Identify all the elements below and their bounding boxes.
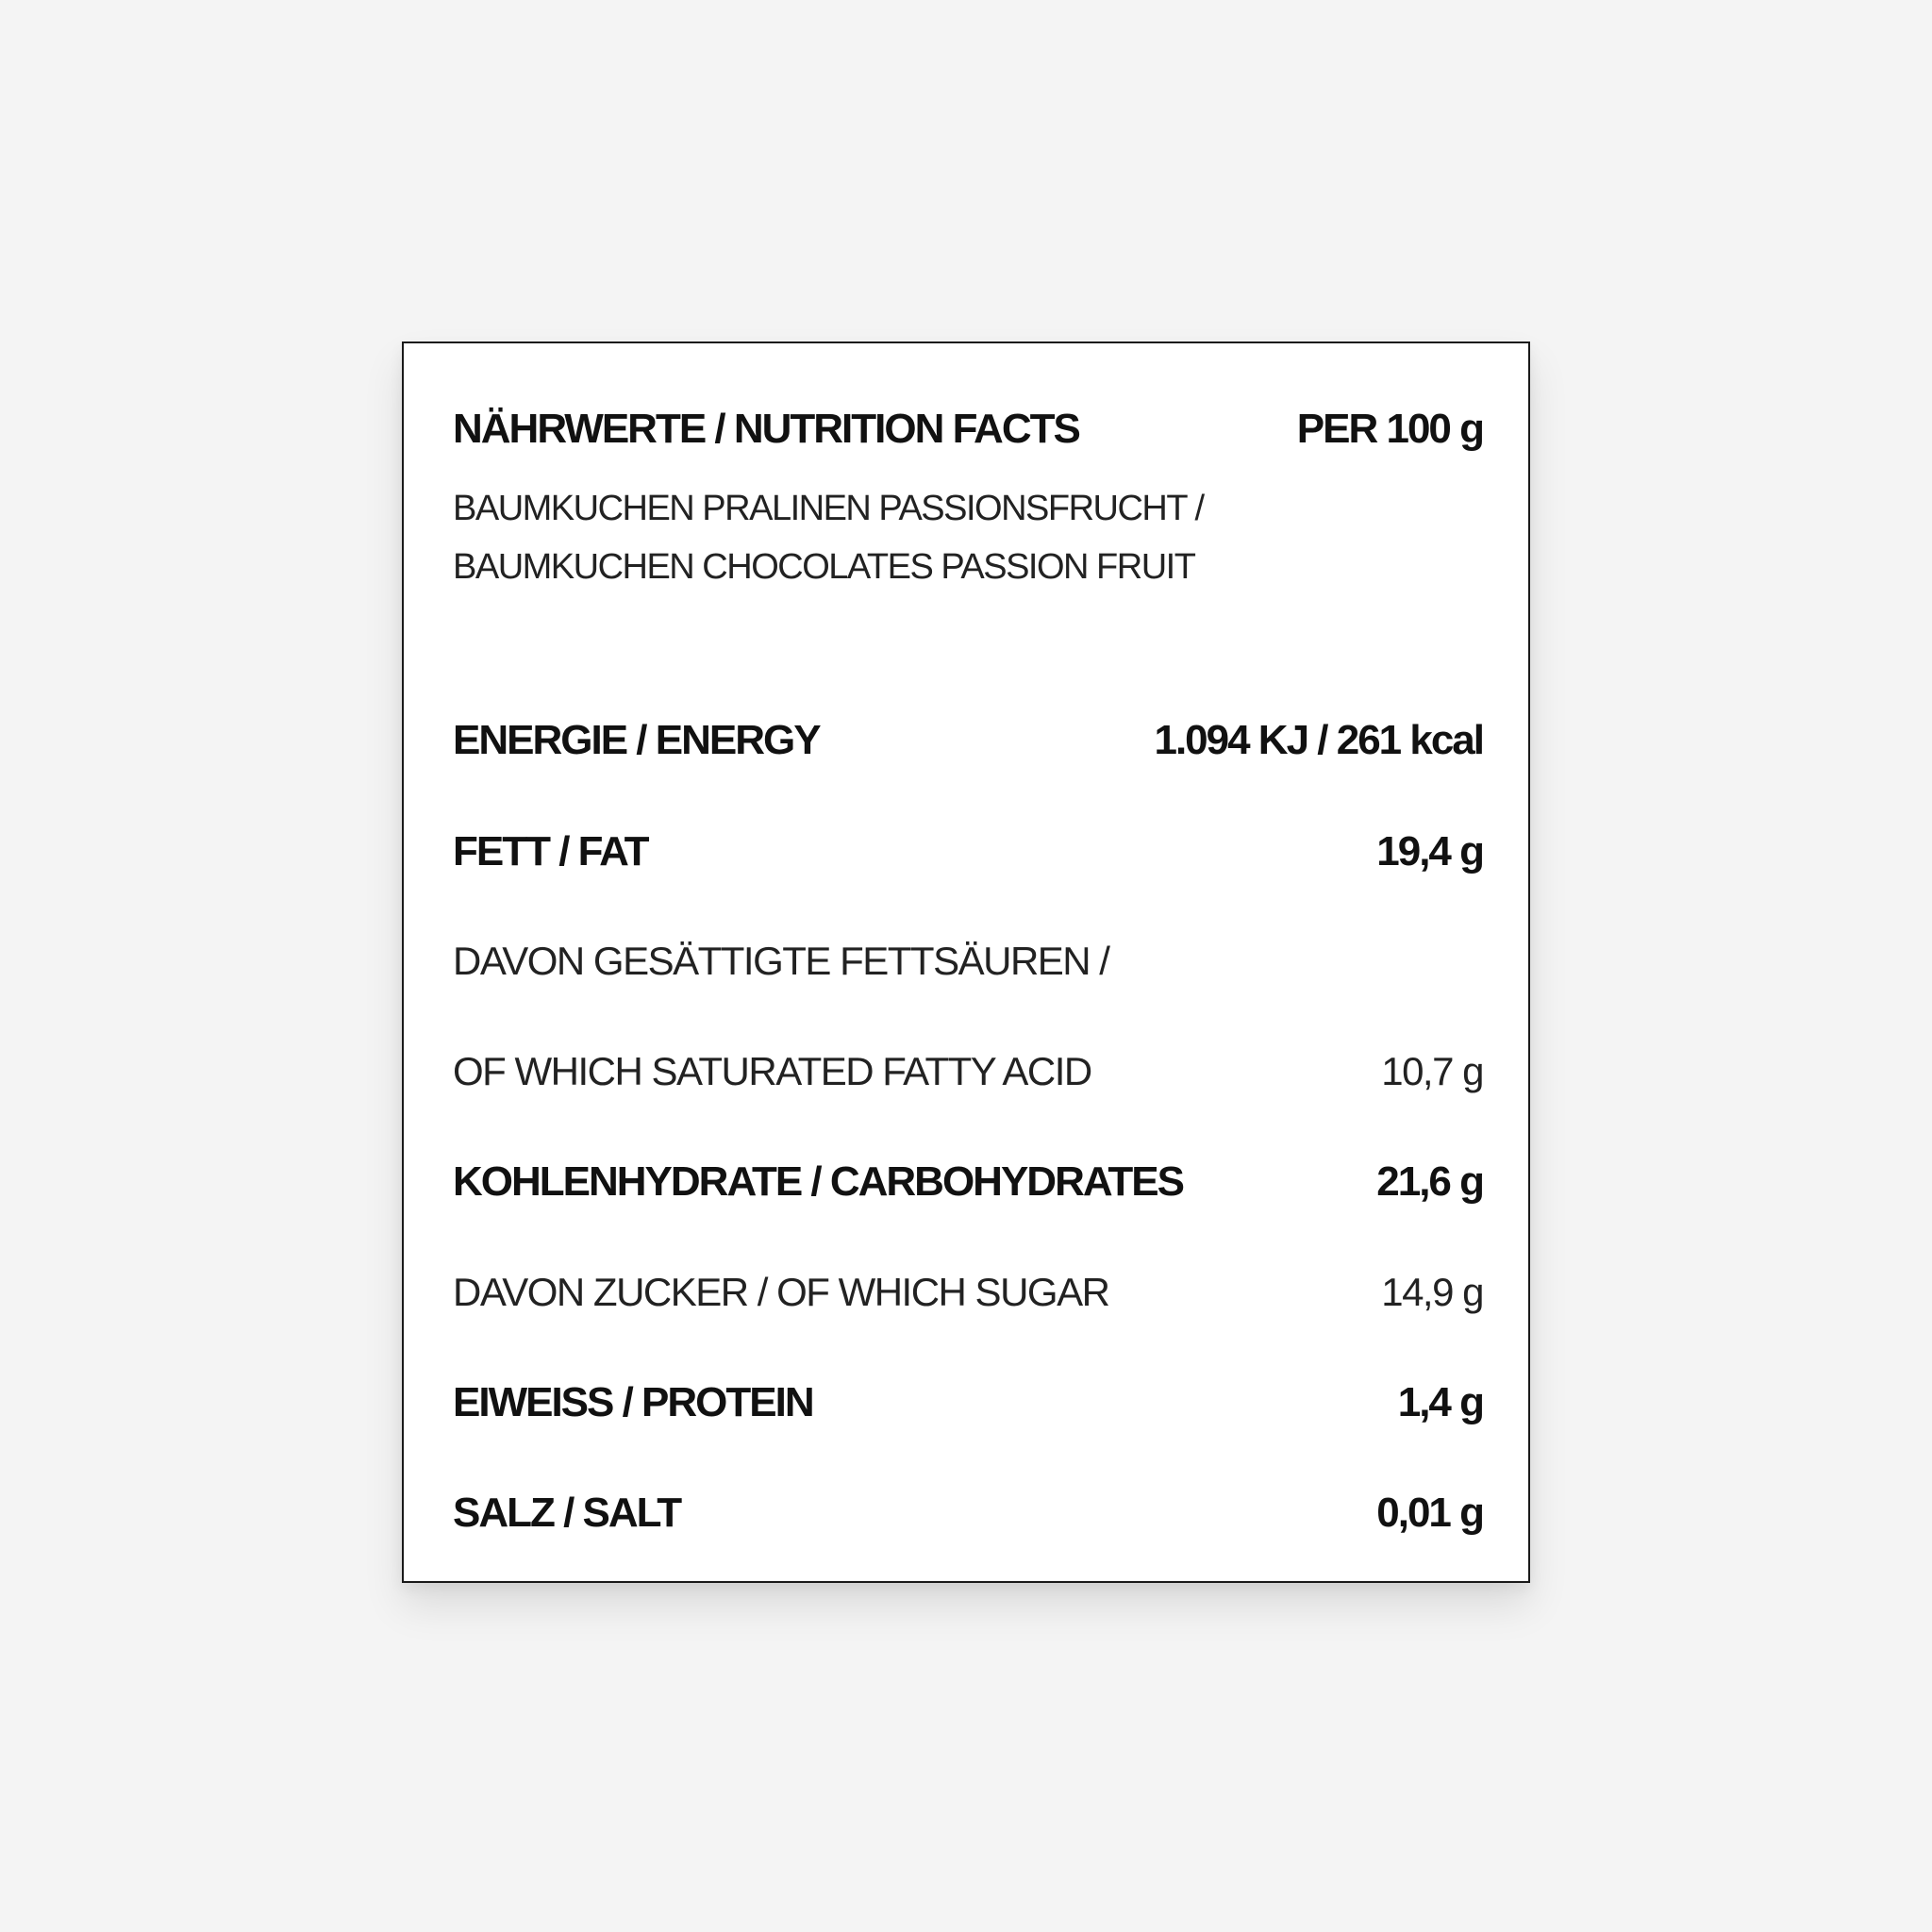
product-name-line-1: BAUMKUCHEN PRALINEN PASSIONSFRUCHT / — [453, 489, 1204, 528]
product-name — [453, 479, 1302, 596]
row-label: FETT / FAT — [453, 828, 648, 874]
row-label: DAVON GESÄTTIGTE FETTSÄUREN / — [453, 939, 1109, 983]
row-value: 14,9 g — [1381, 1270, 1483, 1314]
row-energy — [453, 708, 1483, 774]
product-name-line-2: BAUMKUCHEN CHOCOLATES PASSION FRUIT — [453, 547, 1195, 587]
row-protein — [453, 1370, 1483, 1436]
nutrition-title: NÄHRWERTE / NUTRITION FACTS — [453, 406, 1079, 452]
row-value: 1.094 KJ / 261 kcal — [1154, 717, 1483, 763]
row-saturated-en — [453, 1039, 1483, 1105]
row-sugar — [453, 1259, 1483, 1325]
row-label: DAVON ZUCKER / OF WHICH SUGAR — [453, 1270, 1109, 1314]
row-label: SALZ / SALT — [453, 1490, 681, 1536]
row-fat — [453, 819, 1483, 885]
nutrition-label-content — [453, 343, 1483, 1581]
row-value: 0,01 g — [1376, 1490, 1483, 1536]
row-label: ENERGIE / ENERGY — [453, 717, 820, 763]
row-salt — [453, 1480, 1483, 1546]
row-value: 10,7 g — [1381, 1049, 1483, 1093]
row-label: EIWEISS / PROTEIN — [453, 1379, 813, 1425]
nutrition-label-card — [402, 341, 1530, 1583]
row-saturated-de — [453, 928, 1483, 994]
row-carbohydrates — [453, 1149, 1483, 1215]
header-row — [453, 396, 1483, 462]
row-label: KOHLENHYDRATE / CARBOHYDRATES — [453, 1158, 1183, 1205]
row-value: 1,4 g — [1397, 1379, 1483, 1425]
row-value: 19,4 g — [1376, 828, 1483, 874]
row-value: 21,6 g — [1376, 1158, 1483, 1205]
row-label: OF WHICH SATURATED FATTY ACID — [453, 1049, 1091, 1093]
per-amount: PER 100 g — [1296, 406, 1483, 452]
